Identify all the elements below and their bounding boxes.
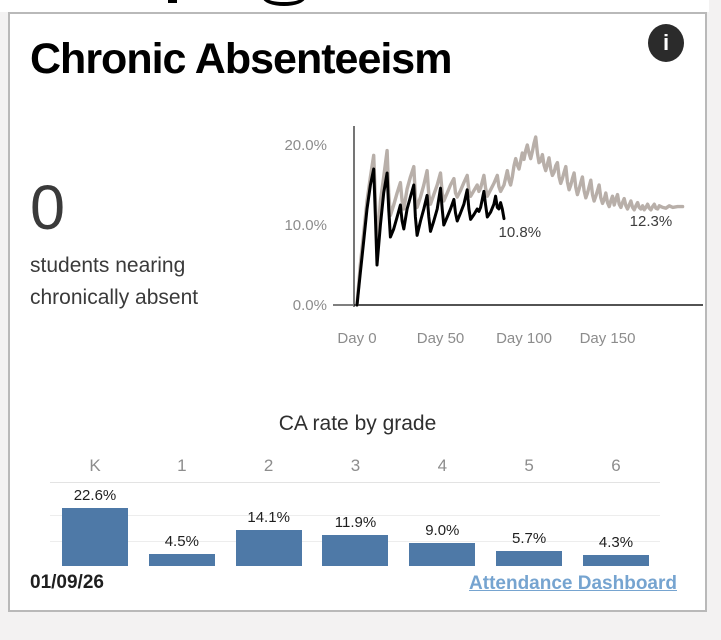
bar-value-label-1: 4.5%: [164, 533, 199, 550]
bar-value-label-2: 14.1%: [247, 509, 290, 526]
card-title: Chronic Absenteeism: [30, 35, 452, 83]
grade-axis-label-4: 4: [437, 456, 448, 475]
bar-value-label-K: 22.6%: [73, 487, 117, 504]
cropped-text-fragment: [168, 0, 177, 3]
footer-date: 01/09/26: [30, 572, 104, 593]
grade-axis-label-5: 5: [524, 456, 534, 475]
x-tick-label: Day 150: [579, 330, 636, 347]
grade-axis-label-3: 3: [350, 456, 361, 475]
bar-grade-3[interactable]: [322, 535, 388, 566]
line-end-label: 12.3%: [629, 212, 673, 230]
y-tick-label: 10.0%: [284, 217, 327, 234]
y-tick-label: 20.0%: [284, 137, 327, 154]
grade-axis-label-6: 6: [611, 456, 621, 475]
x-tick-label: Day 100: [496, 330, 552, 347]
chronic-absenteeism-card: [8, 12, 707, 612]
bar-plot-top-border: [50, 482, 660, 483]
info-icon: i: [662, 30, 670, 55]
attendance-dashboard-link[interactable]: Attendance Dashboard: [469, 573, 677, 594]
cropped-text-fragment: [263, 0, 305, 6]
y-tick-label: 0.0%: [292, 297, 327, 314]
bar-value-label-5: 5.7%: [512, 530, 547, 547]
bar-chart-title: CA rate by grade: [278, 412, 437, 435]
bar-chart[interactable]: [10, 14, 705, 610]
bar-grade-6[interactable]: [583, 555, 649, 566]
stat-number: 0: [30, 173, 66, 243]
bar-grade-4[interactable]: [409, 543, 475, 566]
grade-axis-label-2: 2: [263, 456, 274, 475]
bar-value-label-6: 4.3%: [598, 534, 634, 551]
bar-value-label-3: 11.9%: [334, 514, 377, 531]
bar-grade-2[interactable]: [236, 530, 302, 566]
cropped-card-above: [0, 0, 709, 12]
bar-grade-1[interactable]: [149, 554, 215, 566]
grade-axis-label-K: K: [89, 456, 101, 475]
line-end-label: 10.8%: [498, 224, 542, 241]
bar-value-label-4: 9.0%: [425, 522, 460, 539]
bar-grade-5[interactable]: [496, 551, 562, 566]
grade-axis-label-1: 1: [177, 456, 187, 475]
stat-caption: students nearing chronically absent: [30, 254, 199, 309]
bar-grade-K[interactable]: [62, 508, 128, 566]
x-tick-label: Day 50: [416, 330, 465, 347]
x-tick-label: Day 0: [337, 330, 377, 347]
